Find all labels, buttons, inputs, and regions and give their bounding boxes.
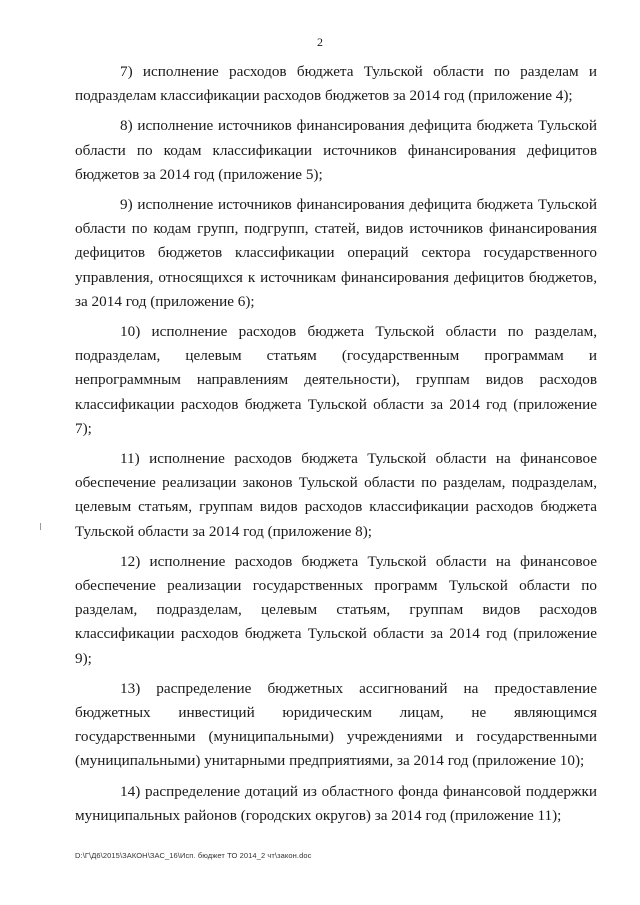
document-body	[75, 60, 597, 834]
page-number: 2	[317, 35, 323, 49]
paragraph-item-13: 13) распределение бюджетных ассигнований на предоставление бюджетных инвестиций юридическим лицам, не являющимся государственными (муниципальными) учреждениями и государственными (муниципальными) унитарными предприятиями, за 2014 год (приложение 10);	[75, 679, 597, 770]
paragraph-item-14: 14) распределение дотаций из областного фонда финансовой поддержки муниципальных районов (городских округов) за 2014 год (приложение 11);	[75, 782, 597, 824]
paragraph-item-7: 7) исполнение расходов бюджета Тульской области по разделам и подразделам классификации расходов бюджетов за 2014 год (приложение 4);	[75, 63, 597, 105]
margin-mark	[40, 523, 41, 530]
paragraph-item-9: 9) исполнение источников финансирования дефицита бюджета Тульской области по кодам групп, подгрупп, статей, видов источников финансирования дефицитов бюджетов классификации операций сектора государственного управления, относящихся к источникам финансирования дефицитов бюджетов, за 2014 год (приложение 6);	[75, 196, 597, 310]
paragraph-item-8: 8) исполнение источников финансирования дефицита бюджета Тульской области по кодам классификации источников финансирования дефицитов бюджетов за 2014 год (приложение 5);	[75, 117, 597, 183]
paragraph-item-12: 12) исполнение расходов бюджета Тульской области на финансовое обеспечение реализации государственных программ Тульской области по разделам, подразделам, целевым статьям, группам видов расходов классификации расходов бюджета Тульской области за 2014 год (приложение 9);	[75, 552, 597, 667]
footer-file-path: D:\Г\Д6\2015\ЗАКОН\ЗАС_16\Исп. бюджет ТО 2014_2 чт\закон.doc	[75, 851, 312, 860]
paragraph-item-10: 10) исполнение расходов бюджета Тульской области по разделам, подразделам, целевым статьям (государственным программам и непрограммным направлениям деятельности), группам видов расходов классификации расходов бюджета Тульской области за 2014 год (приложение 7);	[75, 323, 597, 437]
paragraph-item-11: 11) исполнение расходов бюджета Тульской области на финансовое обеспечение реализации законов Тульской области по разделам, подразделам, целевым статьям, группам видов расходов классификации расходов бюджета Тульской области за 2014 год (приложение 8);	[75, 450, 597, 540]
